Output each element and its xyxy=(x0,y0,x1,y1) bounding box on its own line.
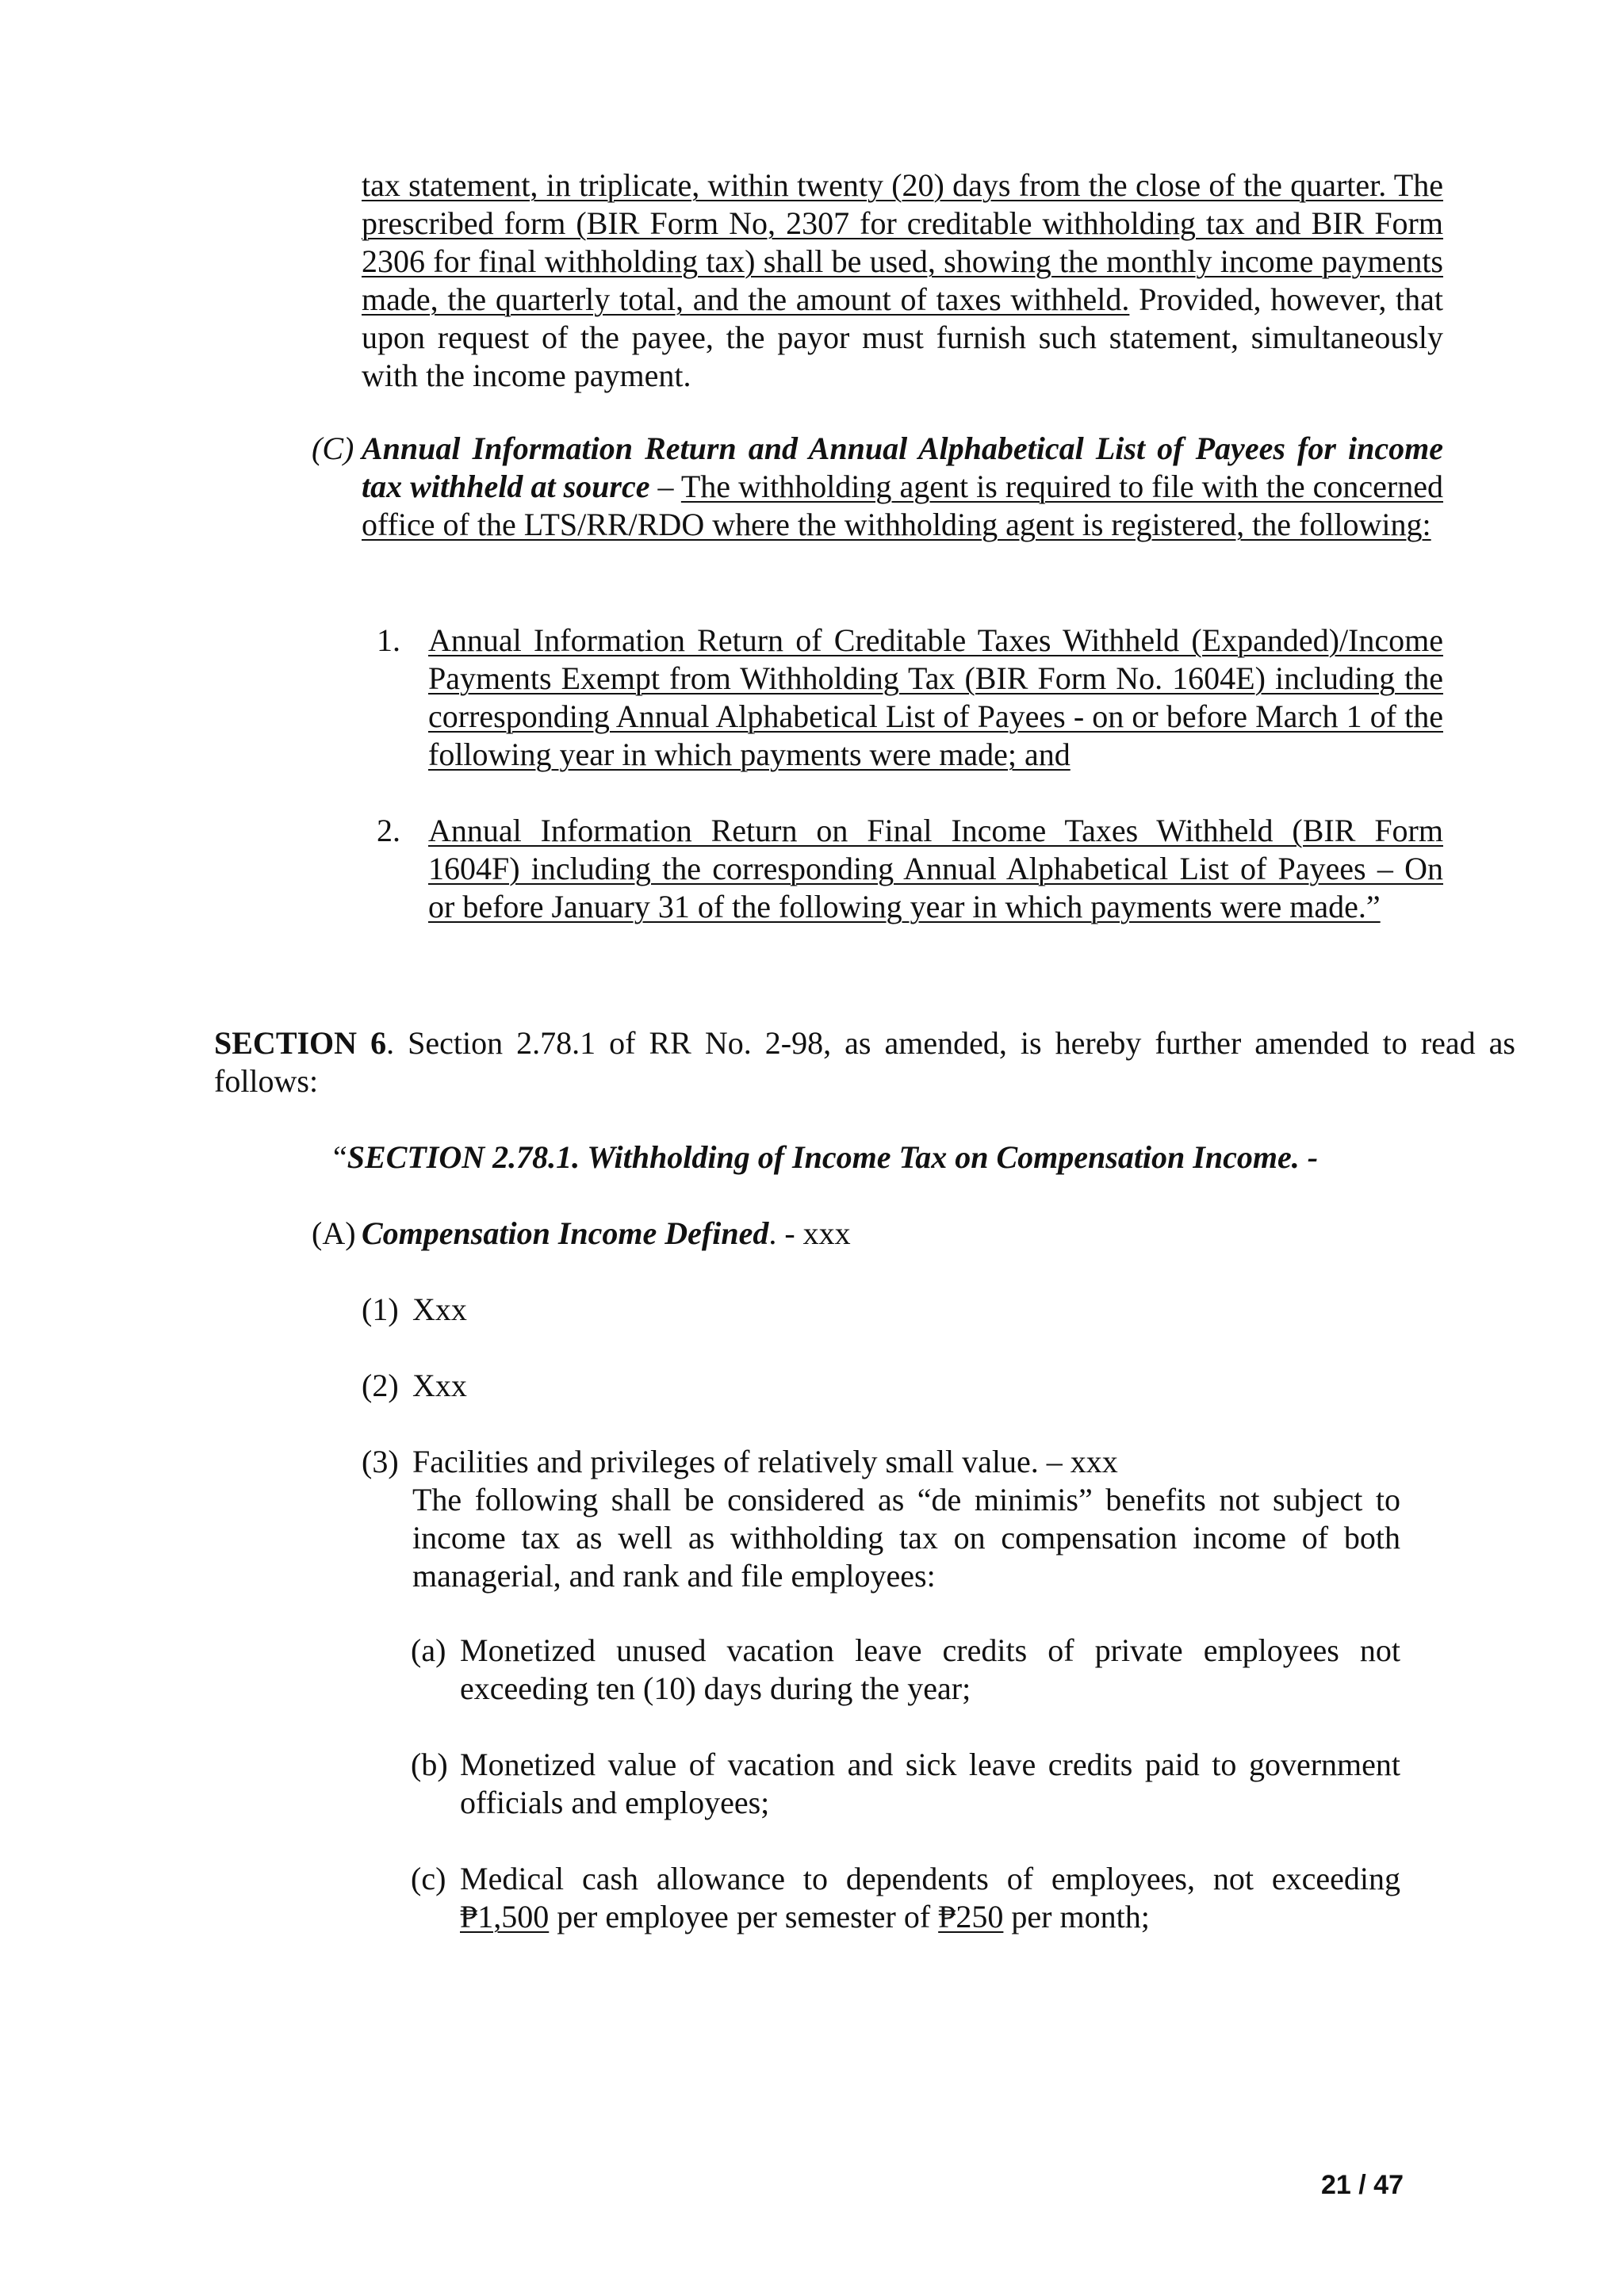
section-c-marker: (C) xyxy=(312,430,354,466)
list-item-text: Annual Information Return on Final Income Taxes Withheld (BIR Form 1604F) including the corresponding Annual Alphabetical List of Payees – On or before January 31 of the following year in which payments were made.” xyxy=(428,813,1443,924)
subsection-text: Xxx xyxy=(412,1368,467,1403)
de-minimis-item xyxy=(411,1632,1400,1708)
continuation-underlined-text: tax statement, in triplicate, within twenty (20) days from the close of the quarter. The prescribed form (BIR Form No, 2307 for creditable withholding tax and BIR Form 2306 for final withholding tax) shall be used, showing the monthly income payments made, the quarterly total, and the amount of taxes withheld. xyxy=(362,167,1443,317)
de-minimis-marker: (a) xyxy=(411,1632,446,1668)
subsection-detail: The following shall be considered as “de minimis” benefits not subject to income tax as well as withholding tax on compensation income of both managerial, and rank and file employees: xyxy=(412,1482,1400,1594)
continuation-plain-text: Provided, however, that upon request of the payee, the payor must furnish such statement, simultaneously with the income payment. xyxy=(362,281,1444,393)
list-item xyxy=(377,622,1443,774)
subsection-marker: (2) xyxy=(362,1368,399,1403)
de-minimis-text: per employee per semester of xyxy=(549,1899,939,1934)
subsection-body xyxy=(412,1443,1400,1595)
section-2781-heading: SECTION 2.78.1. Withholding of Income Tax on Compensation Income. - xyxy=(347,1139,1319,1175)
subsection-item xyxy=(362,1443,1400,1595)
de-minimis-item xyxy=(411,1746,1400,1822)
list-item-marker: 1. xyxy=(377,622,400,658)
section-2781-title xyxy=(333,1138,1443,1177)
subsection-item xyxy=(362,1291,1400,1329)
section-a-heading: Compensation Income Defined xyxy=(362,1215,769,1251)
de-minimis-marker: (b) xyxy=(411,1747,448,1782)
section-a-marker: (A) xyxy=(312,1215,356,1251)
de-minimis-text: Medical cash allowance to dependents of employees, not exceeding xyxy=(460,1861,1400,1896)
de-minimis-text: Monetized unused vacation leave credits of private employees not exceeding ten (10) days during the year; xyxy=(460,1632,1400,1706)
subsection-text: Facilities and privileges of relatively small value. – xxx xyxy=(412,1444,1118,1479)
de-minimis-marker: (c) xyxy=(411,1861,446,1896)
section-c-paragraph xyxy=(312,430,1443,544)
de-minimis-text: Monetized value of vacation and sick leave credits paid to government officials and employees; xyxy=(460,1747,1400,1820)
section-a-paragraph xyxy=(312,1215,1443,1253)
list-item-marker: 2. xyxy=(377,813,400,848)
amount-month: ₱250 xyxy=(938,1899,1004,1934)
section-6-paragraph xyxy=(214,1024,1515,1100)
section-c-dash: – xyxy=(649,469,681,504)
subsection-item xyxy=(362,1367,1400,1405)
de-minimis-item xyxy=(411,1860,1400,1936)
subsection-marker: (3) xyxy=(362,1444,399,1479)
de-minimis-text: per month; xyxy=(1003,1899,1150,1934)
subsection-text: Xxx xyxy=(412,1292,467,1327)
de-minimis-body xyxy=(460,1860,1400,1936)
list-item xyxy=(377,812,1443,926)
amount-semester: ₱1,500 xyxy=(460,1899,550,1934)
section-6-label: SECTION 6 xyxy=(214,1025,387,1061)
subsection-marker: (1) xyxy=(362,1292,399,1327)
section-a-body xyxy=(362,1215,851,1253)
section-a-suffix: . - xxx xyxy=(768,1215,851,1251)
section-6-text: . Section 2.78.1 of RR No. 2-98, as amended, is hereby further amended to read as follows: xyxy=(214,1025,1515,1099)
open-quote: “ xyxy=(333,1139,347,1175)
continuation-paragraph xyxy=(362,166,1443,395)
section-c-text: The withholding agent is required to file with the concerned office of the LTS/RR/RDO where the withholding agent is registered, the following: xyxy=(362,469,1444,542)
section-c-body xyxy=(362,430,1443,544)
list-item-text: Annual Information Return of Creditable Taxes Withheld (Expanded)/Income Payments Exempt from Withholding Tax (BIR Form No. 1604E) including the corresponding Annual Alphabetical List of Payees - on or before March 1 of the following year in which payments were made; and xyxy=(428,622,1443,772)
page-number: 21 / 47 xyxy=(1321,2170,1404,2200)
section-c-heading: Annual Information Return and Annual Alphabetical List of Payees for income tax withheld at source xyxy=(362,430,1443,504)
